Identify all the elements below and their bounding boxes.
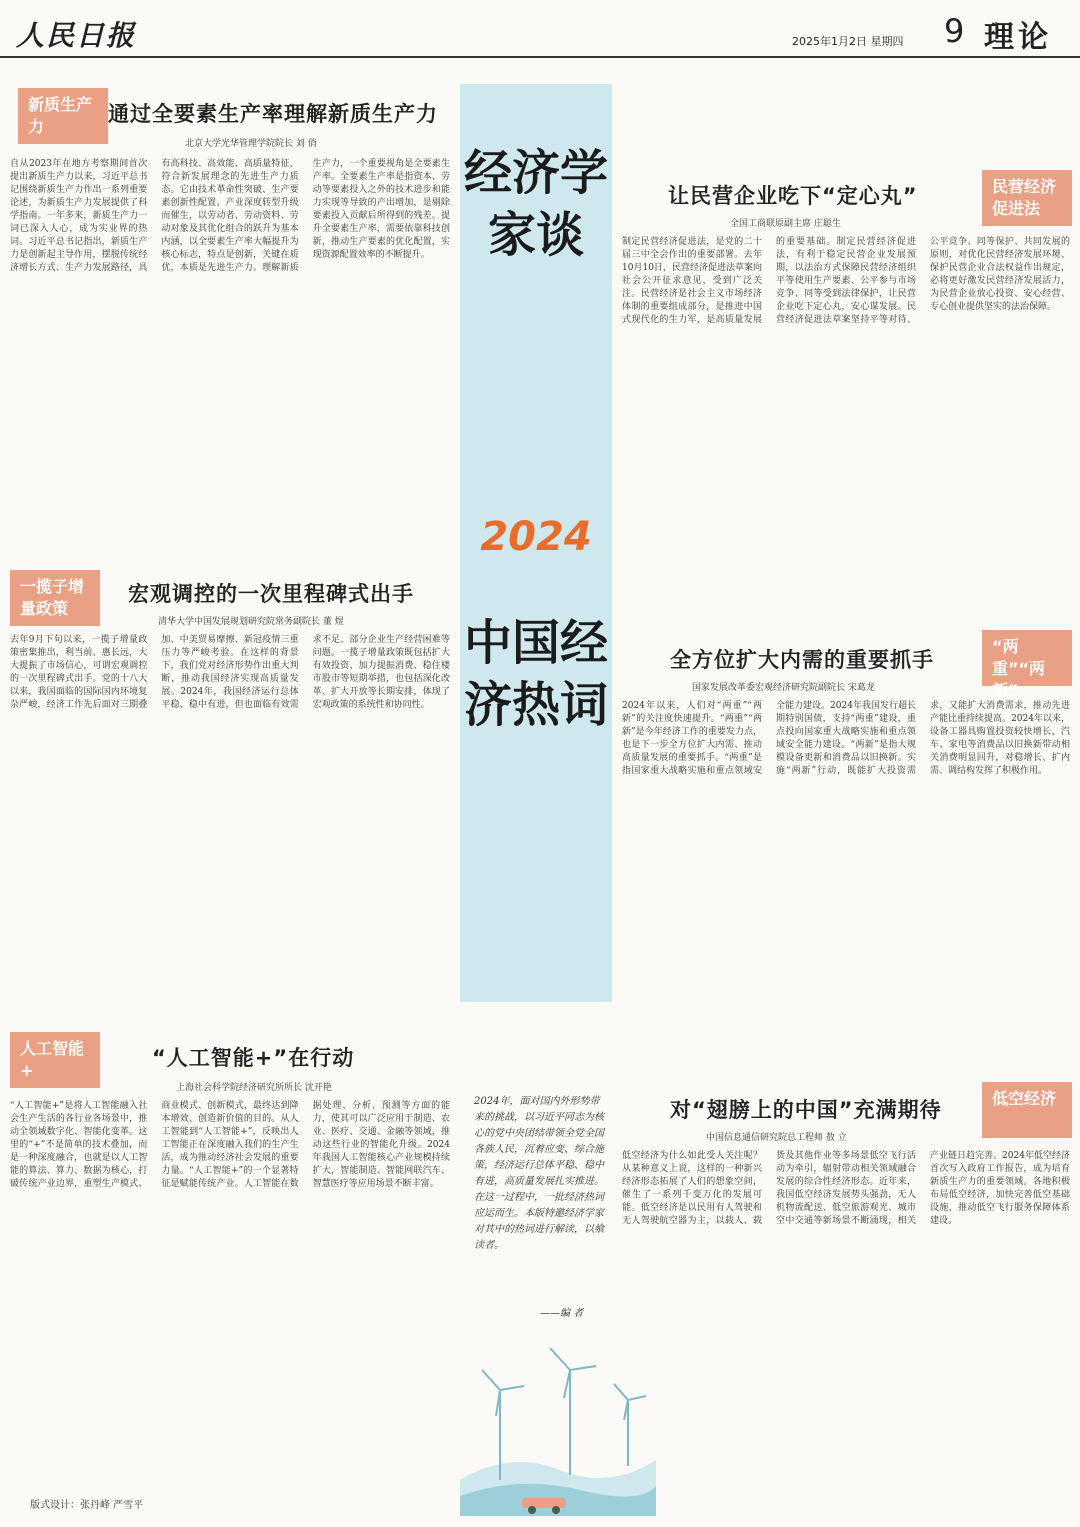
article-body: 去年9月下旬以来，一揽子增量政策密集推出，利当前、惠长远，大大提振了市场信心，可谓宏观调控的一次里程碑式出手。党的十八大以来，我国面临的国际国内环境复杂严峻，经济工作先后面对三期叠加、中美贸易摩擦、新冠疫情三重压力等严峻考验。在这样的背景下，我们党对经济形势作出重大判断，推动我国经济实现高质量发展。2024年，我国经济运行总体平稳、稳中有进，但也面临有效需求不足、部分企业生产经营困难等问题。一揽子增量政策既包括扩大有效投资、加力提振消费、稳住楼市股市等短期举措，也包括深化改革、扩大开放等长期安排，体现了宏观政策的系统性和协同性。 <box>10 635 450 710</box>
article-body: “人工智能+”是将人工智能融入社会生产生活的各行业各场景中，推动全领域数字化、智能化变革。这里的“+”不是简单的技术叠加，而是一种深度融合，也就是以人工智能的算法、算力、数据为核心，打破传统产业边界，重塑生产模式、商业模式、创新模式，最终达到降本增效、创造新价值的目的。从人工智能到“人工智能+”，反映出人工智能正在深度融入我们的生产生活，成为推动经济社会发展的重要力量。“人工智能+”的一个显著特征是赋能传统产业。人工智能在数据处理、分析、预测等方面的能力，使其可以广泛应用于制造、农业、医疗、交通、金融等领域，推动这些行业的智能化升级。2024年我国人工智能核心产业规模持续扩大，智能制造、智能网联汽车、智慧医疗等应用场景不断丰富。 <box>10 1101 450 1189</box>
article-title: 让民营企业吃下“定心丸” <box>668 184 918 208</box>
banner-year: 2024 <box>480 514 592 560</box>
article-tag: 民营经济促进法 <box>982 170 1072 226</box>
article-body: 2024年以来，人们对“两重”“两新”的关注度快速提升。“两重”“两新”是今年经济工作的重要发力点，也是下一步全方位扩大内需、推动高质量发展的重要抓手。“两重”是指国家重大战略实施和重点领域安全能力建设。2024年我国发行超长期特别国债，支持“两重”建设，重点投向国家重大战略实施和重点领域安全能力建设。“两新”是指大规模设备更新和消费品以旧换新。实施“两新”行动，既能扩大投资需求，又能扩大消费需求，推动先进产能比重持续提高。2024年以来，设备工器具购置投资较快增长，汽车、家电等消费品以旧换新带动相关消费明显回升，对稳增长、扩内需、调结构发挥了积极作用。 <box>622 701 1070 776</box>
article-author: 中国信息通信研究院总工程师 敖 立 <box>706 1133 847 1143</box>
article-title: 宏观调控的一次里程碑式出手 <box>128 582 414 606</box>
page-number: 9 <box>944 12 965 50</box>
newspaper-logo: 人民日报 <box>16 19 137 52</box>
issue-date: 2025年1月2日 星期四 <box>792 35 904 48</box>
article-tag: 新质生产力 <box>18 88 108 144</box>
banner-subheading: 中国经济热词 <box>463 615 608 733</box>
article-body: 制定民营经济促进法，是党的二十届三中全会作出的重要部署。去年10月10日，民营经济促进法草案向社会公开征求意见，受到广泛关注。民营经济是社会主义市场经济体制的重要组成部分，是推进中国式现代化的生力军，是高质量发展的重要基础。制定民营经济促进法，有利于稳定民营企业发展预期，以法治方式保障民营经济组织平等使用生产要素、公平参与市场竞争、同等受到法律保护，让民营企业吃下定心丸，安心谋发展。民营经济促进法草案坚持平等对待、公平竞争、同等保护、共同发展的原则，对优化民营经济发展环境、保护民营企业合法权益作出规定，必将更好激发民营经济发展活力，为民营企业放心投资、安心经营、专心创业提供坚实的法治保障。 <box>622 237 1070 325</box>
section-title: 理论 <box>984 20 1052 55</box>
article-title: 全方位扩大内需的重要抓手 <box>670 648 934 672</box>
article-body: 自从2023年在地方考察期间首次提出新质生产力以来，习近平总书记围绕新质生产力作出一系列重要论述，为新质生产力发展提供了科学指南。一年多来，新质生产力一词已深入人心，成为实业界的热词。习近平总书记指出，新质生产力是创新起主导作用，摆脱传统经济增长方式、生产力发展路径，具有高科技、高效能、高质量特征，符合新发展理念的先进生产力质态。它由技术革命性突破、生产要素创新性配置、产业深度转型升级而催生，以劳动者、劳动资料、劳动对象及其优化组合的跃升为基本内涵，以全要素生产率大幅提升为核心标志，特点是创新，关键在质优，本质是先进生产力。理解新质生产力，一个重要视角是全要素生产率。全要素生产率是指资本、劳动等要素投入之外的技术进步和能力实现等导致的产出增加，是剔除要素投入贡献后所得到的残差。提升全要素生产率，需要依靠科技创新，推动生产要素的优化配置，实现资源配置效率的不断提升。 <box>10 159 450 273</box>
masthead <box>0 0 1080 58</box>
theme-banner <box>460 84 612 1002</box>
article-title: 通过全要素生产率理解新质生产力 <box>108 102 438 126</box>
article-author: 上海社会科学院经济研究所所长 沈开艳 <box>176 1083 332 1093</box>
article-tag: 人工智能+ <box>10 1032 100 1088</box>
article-title: “人工智能+”在行动 <box>152 1046 355 1070</box>
editor-note: 2024年，面对国内外形势带来的挑战，以习近平同志为核心的党中央团结带领全党全国各族人民，沉着应变、综合施策，经济运行总体平稳、稳中有进，高质量发展扎实推进。在这一过程中，一批经济热词应运而生。本版特邀经济学家对其中的热词进行解读，以飨读者。 <box>474 1096 604 1251</box>
editor-signature: ——编 者 <box>540 1308 584 1319</box>
footer-credit: 版式设计：张丹峰 严雪平 <box>30 1500 144 1511</box>
article-author: 国家发展改革委宏观经济研究院副院长 宋葛龙 <box>692 683 875 693</box>
article-tag: “两重”“两新” <box>982 630 1072 686</box>
article-tag: 低空经济 <box>982 1082 1072 1138</box>
wind-turbine-illustration <box>460 1330 656 1516</box>
article-author: 北京大学光华管理学院院长 刘 俏 <box>185 139 317 149</box>
banner-heading: 经济学家谈 <box>463 145 608 263</box>
article-author: 全国工商联原副主席 庄聪生 <box>730 219 841 229</box>
article-tag: 一揽子增量政策 <box>10 570 100 626</box>
article-author: 清华大学中国发展规划研究院常务副院长 董 煜 <box>158 617 344 627</box>
article-title: 对“翅膀上的中国”充满期待 <box>670 1098 942 1122</box>
article-body: 低空经济为什么如此受人关注呢？从某种意义上说，这样的一种新兴经济形态拓展了人们的想象空间，催生了一系列千变万化的发展可能。低空经济是以民用有人驾驶和无人驾驶航空器为主，以载人、载货及其他作业等多场景低空飞行活动为牵引，辐射带动相关领域融合发展的综合性经济形态。近年来，我国低空经济发展势头强劲，无人机物流配送、低空旅游观光、城市空中交通等新场景不断涌现，相关产业链日趋完善。2024年低空经济首次写入政府工作报告，成为培育新质生产力的重要领域。各地积极布局低空经济，加快完善低空基础设施，推动低空飞行服务保障体系建设。 <box>622 1151 1070 1226</box>
